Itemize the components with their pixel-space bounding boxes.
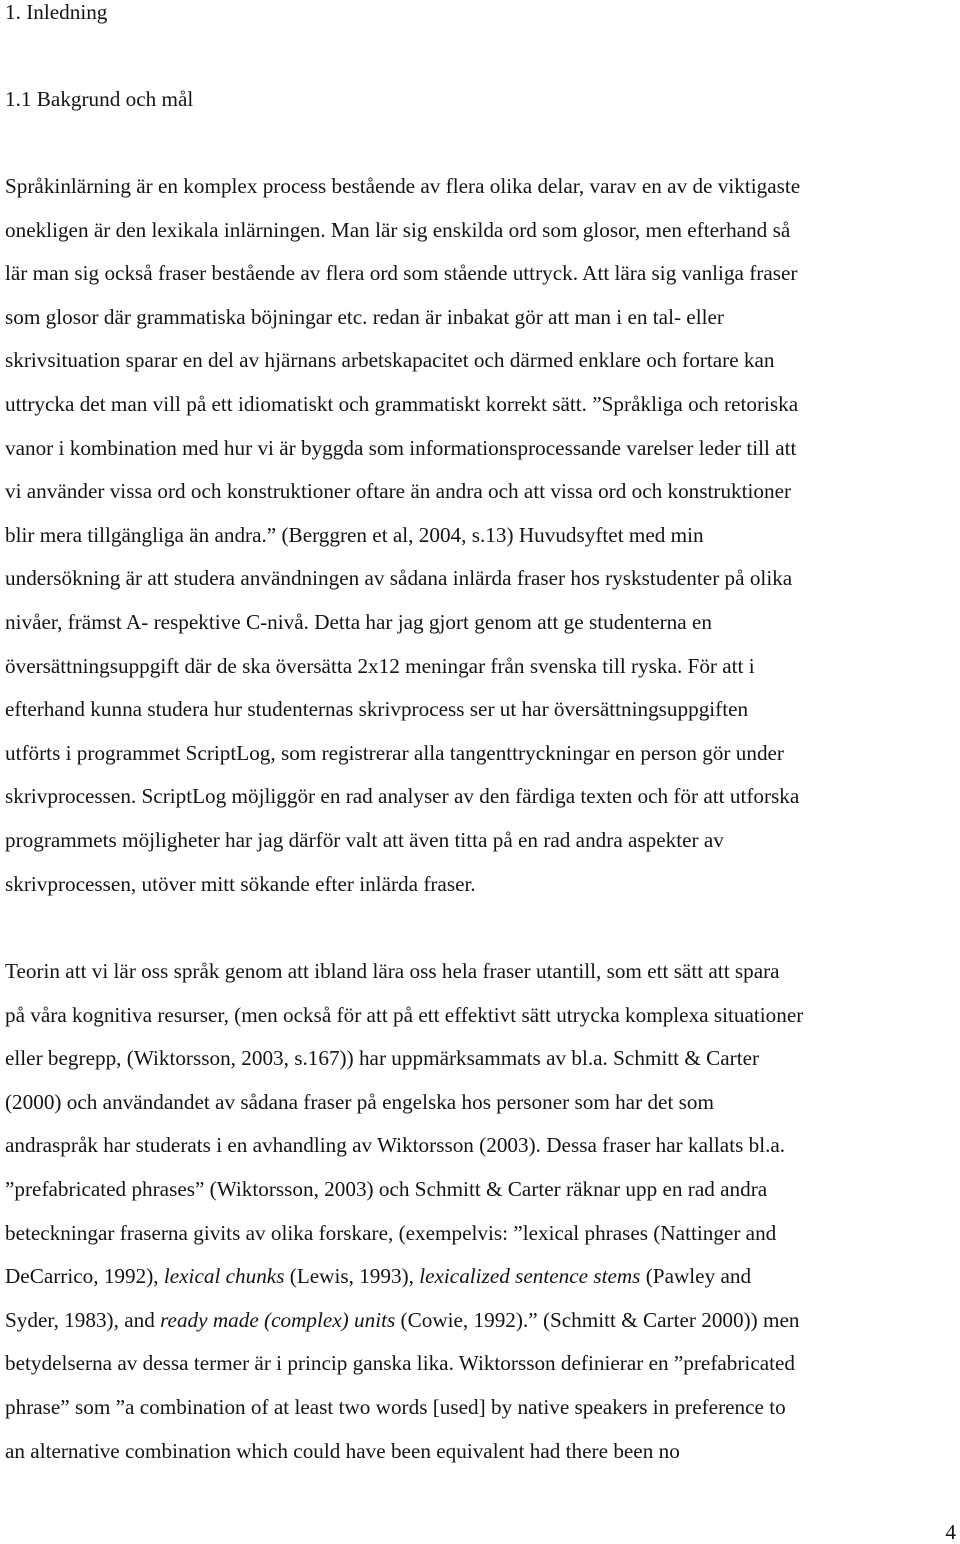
text-segment: översättningsuppgift där de ska översätta 2x12 meningar från svenska till ryska. För att i: [5, 653, 755, 678]
text-line: [5, 959, 780, 983]
text-line: [5, 1395, 786, 1419]
text-segment: som glosor där grammatiska böjningar etc. redan är inbakat gör att man i en tal- eller: [5, 304, 724, 329]
chapter-heading: 1. Inledning: [5, 0, 108, 24]
text-segment: vanor i kombination med hur vi är byggda som informationsprocessande varelser leder till att: [5, 435, 797, 460]
text-segment: utförts i programmet ScriptLog, som registrerar alla tangenttryckningar en person gör under: [5, 740, 784, 765]
text-segment: blir mera tillgängliga än andra.” (Berggren et al, 2004, s.13) Huvudsyftet med min: [5, 522, 704, 547]
text-line: [5, 1003, 803, 1027]
text-line: [5, 218, 790, 242]
text-segment: (Lewis, 1993),: [284, 1264, 420, 1289]
text-line: [5, 1046, 759, 1070]
text-segment: ”prefabricated phrases” (Wiktorsson, 2003) och Schmitt & Carter räknar upp en rad andra: [5, 1177, 768, 1201]
text-segment: programmets möjligheter har jag därför valt att även titta på en rad andra aspekter av: [5, 828, 724, 852]
text-line: [5, 392, 798, 416]
text-segment: Teorin att vi lär oss språk genom att ibland lära oss hela fraser utantill, som ett sätt att spara: [5, 959, 780, 983]
text-line: [5, 523, 704, 547]
text-line: [5, 305, 724, 329]
italic-term: lexical chunks: [163, 1264, 285, 1289]
text-line: [5, 479, 791, 503]
text-line: [5, 784, 799, 808]
text-line: [5, 828, 724, 852]
text-segment: Språkinlärning är en komplex process bestående av flera olika delar, varav en av de viktigaste: [5, 174, 801, 198]
text-segment: andraspråk har studerats i en avhandling av Wiktorsson (2003). Dessa fraser har kallats bl.a.: [5, 1133, 786, 1158]
text-line: [5, 1439, 680, 1463]
text-segment: eller begrepp, (Wiktorsson, 2003, s.167)) har uppmärksammats av bl.a. Schmitt & Carter: [5, 1046, 760, 1071]
text-segment: (Cowie, 1992).” (Schmitt & Carter 2000)) men: [395, 1307, 800, 1332]
text-segment: undersökning är att studera användningen av sådana inlärda fraser hos ryskstudenter på olika: [5, 566, 793, 591]
page-number: 4: [945, 1520, 956, 1544]
text-segment: lär man sig också fraser bestående av flera ord som stående uttryck. Att lära sig vanliga fraser: [5, 261, 798, 286]
text-line: [5, 697, 748, 721]
text-segment: skrivprocessen. ScriptLog möjliggör en rad analyser av den färdiga texten och för att utforska: [5, 784, 800, 809]
text-segment: efterhand kunna studera hur studenternas skrivprocess ser ut har översättningsuppgiften: [5, 697, 749, 722]
italic-term: lexicalized sentence stems: [419, 1264, 641, 1289]
text-segment: nivåer, främst A- respektive C-nivå. Detta har jag gjort genom att ge studenterna en: [5, 610, 712, 634]
text-line: [5, 436, 796, 460]
text-line: [5, 1133, 785, 1157]
text-segment: an alternative combination which could have been equivalent had there been no: [5, 1438, 680, 1463]
text-segment: phrase” som ”a combination of at least two words [used] by native speakers in preference to: [5, 1395, 786, 1419]
text-segment: Syder, 1983), and: [5, 1307, 161, 1332]
section-heading: 1.1 Bakgrund och mål: [5, 87, 194, 111]
text-segment: uttrycka det man vill på ett idiomatiskt och grammatiskt korrekt sätt. ”Språkliga och retoriska: [5, 392, 799, 416]
text-line: [5, 566, 792, 590]
text-segment: betydelserna av dessa termer är i princip ganska lika. Wiktorsson definierar en ”prefabricated: [5, 1351, 796, 1376]
text-line: [5, 1221, 776, 1245]
text-line: [5, 1177, 767, 1201]
text-line: [5, 654, 755, 678]
text-segment: onekligen är den lexikala inlärningen. Man lär sig enskilda ord som glosor, men efterhand så: [5, 217, 791, 242]
text-line: [5, 1351, 795, 1375]
text-line: [5, 174, 800, 198]
text-line: [5, 261, 797, 285]
italic-term: ready made (complex) units: [160, 1307, 396, 1332]
text-segment: skrivprocessen, utöver mitt sökande efter inlärda fraser.: [5, 871, 476, 896]
text-segment: beteckningar fraserna givits av olika forskare, (exempelvis: ”lexical phrases (Nattinger and: [5, 1220, 777, 1245]
text-segment: DeCarrico, 1992),: [5, 1264, 164, 1289]
text-line: [5, 1090, 714, 1114]
text-line: [5, 1308, 800, 1332]
text-segment: (2000) och användandet av sådana fraser på engelska hos personer som har det som: [5, 1089, 714, 1114]
text-line: [5, 872, 476, 896]
text-line: [5, 610, 712, 634]
text-segment: vi använder vissa ord och konstruktioner oftare än andra och att vissa ord och konstruktioner: [5, 479, 792, 504]
text-line: [5, 741, 784, 765]
text-line: [5, 348, 775, 372]
text-segment: (Pawley and: [640, 1264, 752, 1289]
text-line: [5, 1264, 751, 1288]
text-segment: på våra kognitiva resurser, (men också för att på ett effektivt sätt utrycka komplexa situationer: [5, 1002, 804, 1027]
text-segment: skrivsituation sparar en del av hjärnans arbetskapacitet och därmed enklare och fortare kan: [5, 348, 775, 373]
